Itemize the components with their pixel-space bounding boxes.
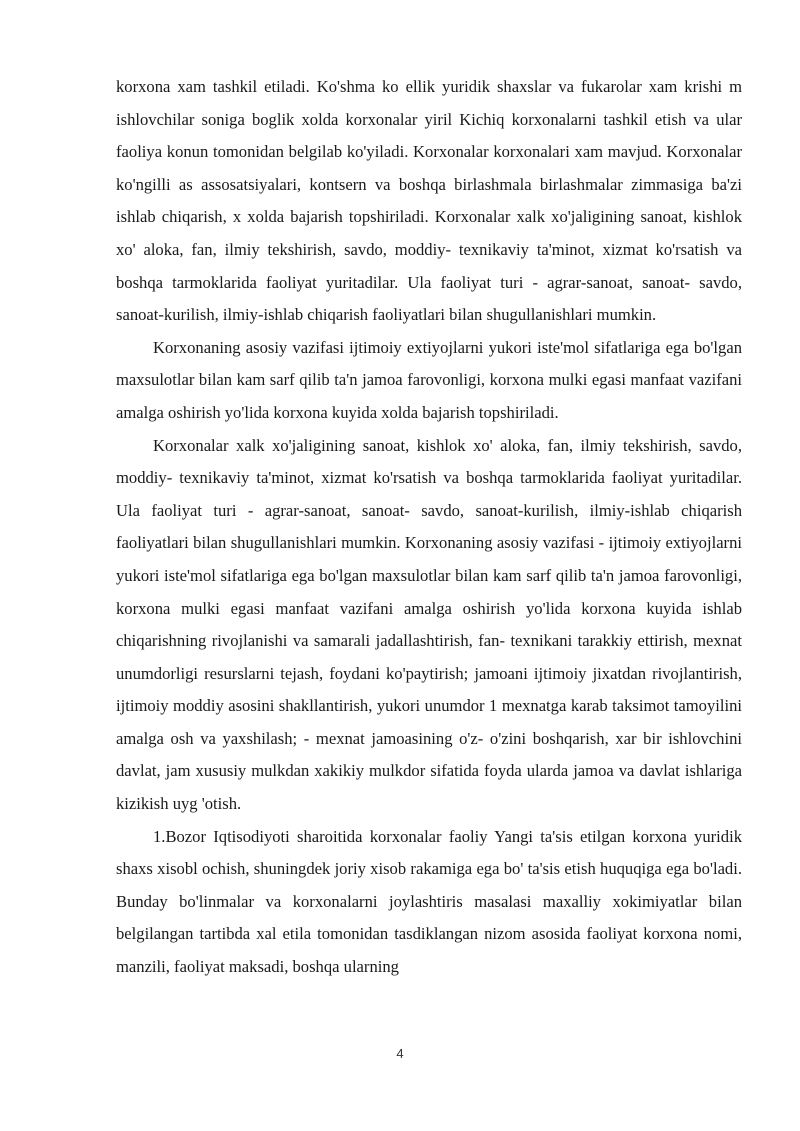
page-number: 4 — [396, 1046, 404, 1061]
paragraph-3: Korxonalar xalk xo'jaligining sanoat, kishlok xo' aloka, fan, ilmiy tekshirish, savdo, moddiy- texnikaviy ta'minot, xizmat ko'rsatish va boshqa tarmoklarida faoliyat yuritadilar. Ula faoliyat turi - agrar-sanoat, sanoat- savdo, sanoat-kurilish, ilmiy-ishlab chiqarish faoliyatlari bilan shugullanishlari mumkin. Korxonaning asosiy vazifasi - ijtimoiy extiyojlarni yukori iste'mol sifatlariga ega bo'lgan maxsulotlar bilan kam sarf qilib ta'n jamoa farovonligi, korxona mulki egasi manfaat vazifani amalga oshirish yo'lida korxona kuyida ishlab chiqarishning rivojlanishi va samarali jadallashtirish, fan- texnikani tarakkiy ettirish, mexnat unumdorligi resurslarni tejash, foydani ko'paytirish; jamoani ijtimoiy jixatdan rivojlantirish, ijtimoiy moddiy asosini shakllantirish, yukori unumdor 1 mexnatga karab taksimot tamoyilini amalga osh va yaxshilash; - mexnat jamoasining o'z- o'zini boshqarish, xar bir ishlovchini davlat, jam xususiy mulkdan xakikiy mulkdor sifatida foyda ularda jamoa va davlat ishlariga kizikish uyg 'otish. — [116, 435, 742, 814]
paragraph-2: Korxonaning asosiy vazifasi ijtimoiy extiyojlarni yukori iste'mol sifatlariga ega bo'lgan maxsulotlar bilan kam sarf qilib ta'n jamoa farovonligi, korxona mulki egasi manfaat vazifani amalga oshirish yo'lida korxona kuyida xolda bajarish topshiriladi. — [116, 337, 742, 422]
paragraph-4: 1.Bozor Iqtisodiyoti sharoitida korxonalar faoliy Yangi ta'sis etilgan korxona yuridik shaxs xisobl ochish, shuningdek joriy xisob rakamiga ega bo' ta'sis etish huquqiga ega bo'ladi. Bunday bo'linmalar va korxonalarni joylashtiris masalasi maxalliy xokimiyatlar bilan belgilangan tartibda xal etila tomonidan tasdiklangan nizom asosida faoliyat korxona nomi, manzili, faoliyat maksadi, boshqa ularning — [116, 826, 742, 977]
paragraph-1: korxona xam tashkil etiladi. Ko'shma ko ellik yuridik shaxslar va fukarolar xam krishi m ishlovchilar soniga boglik xolda korxonalar yiril Kichiq korxonalarni tashkil etish va ular faoliya konun tomonidan belgilab ko'yiladi. Korxonalar korxonalari xam mavjud. Korxonalar ko'ngilli as assosatsiyalari, kontsern va boshqa birlashmala birlashmalar zimmasiga ba'zi ishlab chiqarish, x xolda bajarish topshiriladi. Korxonalar xalk xo'jaligining sanoat, kishlok xo' aloka, fan, ilmiy tekshirish, savdo, moddiy- texnikaviy ta'minot, xizmat ko'rsatish va boshqa tarmoklarida faoliyat yuritadilar. Ula faoliyat turi - agrar-sanoat, sanoat- savdo, sanoat-kurilish, ilmiy-ishlab chiqarish faoliyatlari bilan shugullanishlari mumkin. — [116, 77, 742, 325]
body-text — [116, 71, 742, 984]
